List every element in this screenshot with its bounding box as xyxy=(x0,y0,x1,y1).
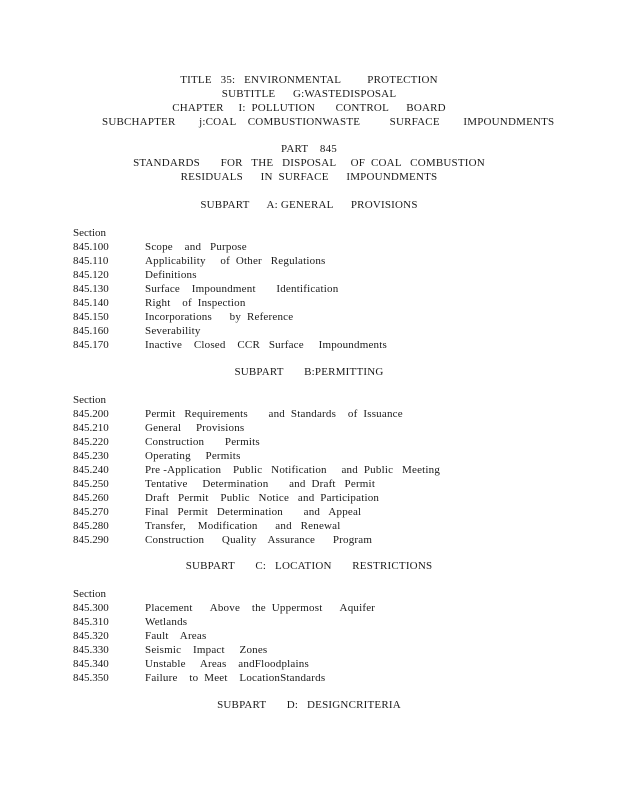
section-title: Tentative Determination and Draft Permit xyxy=(145,478,376,490)
section-title: Permit Requirements and Standards of Issuance xyxy=(145,408,403,420)
part-label: PART 845 xyxy=(281,143,337,155)
section-row xyxy=(73,615,375,629)
section-number: 845.120 xyxy=(73,269,109,281)
part-title-line-2: RESIDUALS IN SURFACE IMPOUNDMENTS xyxy=(180,171,438,183)
subtitle-heading: SUBTITLE G:WASTEDISPOSAL xyxy=(221,88,397,100)
section-title: Definitions xyxy=(145,269,197,281)
section-row xyxy=(73,407,440,421)
section-number: 845.270 xyxy=(73,506,109,518)
section-row xyxy=(73,643,375,657)
section-title: Construction Permits xyxy=(145,436,260,448)
part-title-line-1: STANDARDS FOR THE DISPOSAL OF COAL COMBUSTION xyxy=(133,157,485,169)
section-title: Fault Areas xyxy=(145,630,207,642)
section-row xyxy=(73,310,387,324)
section-number: 845.150 xyxy=(73,311,109,323)
section-row xyxy=(73,533,440,547)
section-title: Incorporations by Reference xyxy=(145,311,294,323)
section-row xyxy=(73,519,440,533)
section-title: Right of Inspection xyxy=(145,297,246,309)
section-title: Unstable Areas andFloodplains xyxy=(145,658,309,670)
section-number: 845.240 xyxy=(73,464,109,476)
section-number: 845.140 xyxy=(73,297,109,309)
section-number: 845.280 xyxy=(73,520,109,532)
section-title: Failure to Meet LocationStandards xyxy=(145,672,326,684)
section-title: Draft Permit Public Notice and Participation xyxy=(145,492,380,504)
subpart-c-section-list xyxy=(73,587,375,685)
section-label: Section xyxy=(73,394,106,406)
section-row xyxy=(73,324,387,338)
section-number: 845.110 xyxy=(73,255,109,267)
section-number: 845.260 xyxy=(73,492,109,504)
section-number: 845.310 xyxy=(73,616,109,628)
section-number: 845.290 xyxy=(73,534,109,546)
section-row xyxy=(73,254,387,268)
section-number: 845.170 xyxy=(73,339,109,351)
section-title: Inactive Closed CCR Surface Impoundments xyxy=(145,339,387,351)
section-row xyxy=(73,435,440,449)
subpart-d-heading: SUBPART D: DESIGNCRITERIA xyxy=(217,699,401,711)
section-title: General Provisions xyxy=(145,422,245,434)
section-row xyxy=(73,421,440,435)
section-number: 845.220 xyxy=(73,436,109,448)
section-row xyxy=(73,505,440,519)
section-number: 845.100 xyxy=(73,241,109,253)
section-number: 845.130 xyxy=(73,283,109,295)
section-row xyxy=(73,449,440,463)
section-row xyxy=(73,601,375,615)
chapter-heading: CHAPTER I: POLLUTION CONTROL BOARD xyxy=(172,102,446,114)
section-label: Section xyxy=(73,227,106,239)
section-row xyxy=(73,657,375,671)
section-number: 845.320 xyxy=(73,630,109,642)
section-row xyxy=(73,268,387,282)
section-row xyxy=(73,463,440,477)
section-title: Transfer, Modification and Renewal xyxy=(145,520,341,532)
section-title: Wetlands xyxy=(145,616,188,628)
subpart-a-heading: SUBPART A: GENERAL PROVISIONS xyxy=(200,199,418,211)
section-row xyxy=(73,477,440,491)
section-title: Operating Permits xyxy=(145,450,241,462)
section-number: 845.340 xyxy=(73,658,109,670)
section-title: Final Permit Determination and Appeal xyxy=(145,506,362,518)
subpart-b-heading: SUBPART B:PERMITTING xyxy=(234,366,384,378)
section-number: 845.300 xyxy=(73,602,109,614)
section-title: Applicability of Other Regulations xyxy=(145,255,326,267)
section-row xyxy=(73,282,387,296)
section-label: Section xyxy=(73,588,106,600)
subchapter-heading: SUBCHAPTER j:COAL COMBUSTIONWASTE SURFACE IMPOUNDMENTS xyxy=(102,116,555,128)
section-title: Seismic Impact Zones xyxy=(145,644,268,656)
section-row xyxy=(73,338,387,352)
section-title: Surface Impoundment Identification xyxy=(145,283,339,295)
section-row xyxy=(73,671,375,685)
subpart-b-section-list xyxy=(73,393,440,547)
section-number: 845.250 xyxy=(73,478,109,490)
section-number: 845.230 xyxy=(73,450,109,462)
title-heading: TITLE 35: ENVIRONMENTAL PROTECTION xyxy=(180,74,438,86)
section-number: 845.350 xyxy=(73,672,109,684)
section-row xyxy=(73,491,440,505)
section-number: 845.160 xyxy=(73,325,109,337)
section-title: Scope and Purpose xyxy=(145,241,247,253)
subpart-a-section-list xyxy=(73,226,387,352)
section-title: Severability xyxy=(145,325,201,337)
section-number: 845.200 xyxy=(73,408,109,420)
section-number: 845.210 xyxy=(73,422,109,434)
section-title: Placement Above the Uppermost Aquifer xyxy=(145,602,376,614)
section-title: Pre -Application Public Notification and Public Meeting xyxy=(145,464,441,476)
section-number: 845.330 xyxy=(73,644,109,656)
subpart-c-heading: SUBPART C: LOCATION RESTRICTIONS xyxy=(185,560,433,572)
section-title: Construction Quality Assurance Program xyxy=(145,534,373,546)
section-row xyxy=(73,629,375,643)
section-row xyxy=(73,240,387,254)
section-row xyxy=(73,296,387,310)
